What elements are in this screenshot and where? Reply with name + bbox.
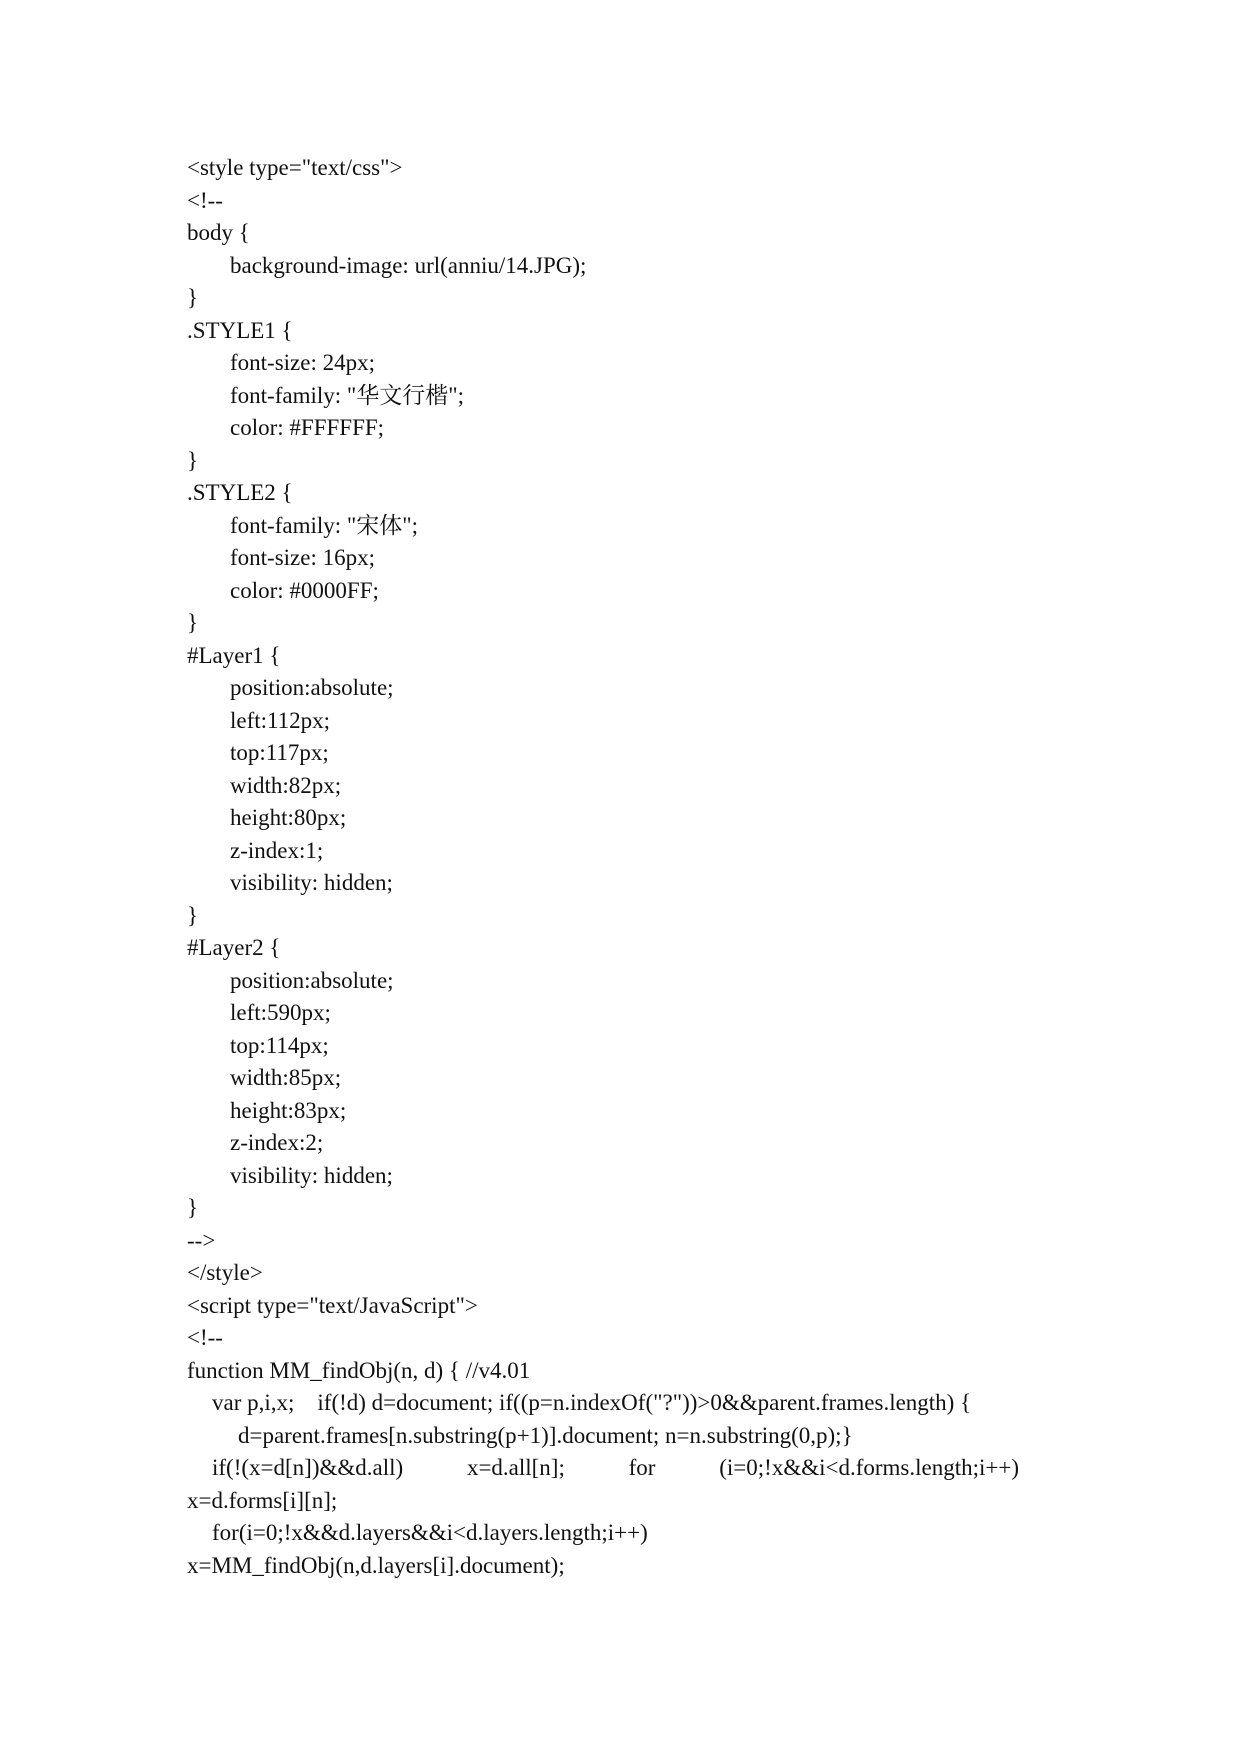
code-line: font-family: "宋体"; xyxy=(230,512,419,538)
code-line: .STYLE2 { xyxy=(187,480,293,505)
code-line: z-index:1; xyxy=(230,837,324,863)
code-line: visibility: hidden; xyxy=(230,870,393,895)
code-line: background-image: url(anniu/14.JPG); xyxy=(230,252,587,278)
code-line: top:114px; xyxy=(230,1032,329,1058)
code-listing xyxy=(187,152,1087,1582)
code-line: height:83px; xyxy=(230,1097,347,1123)
code-line: x=MM_findObj(n,d.layers[i].document); xyxy=(187,1552,565,1578)
code-line: font-size: 24px; xyxy=(230,350,375,375)
code-segment: x=d.all[n]; xyxy=(466,1455,565,1480)
code-line: .STYLE1 { xyxy=(187,317,293,343)
code-line: width:85px; xyxy=(230,1065,342,1090)
code-line: x=d.forms[i][n]; xyxy=(187,1487,338,1513)
code-line: position:absolute; xyxy=(230,967,394,993)
code-line: } xyxy=(187,447,199,473)
code-line: width:82px; xyxy=(230,772,342,798)
code-segment: (i=0;!x&&i<d.forms.length;i++) xyxy=(719,1455,1019,1480)
code-line: function MM_findObj(n, d) { //v4.01 xyxy=(187,1357,531,1383)
code-segment: for xyxy=(628,1455,656,1480)
code-line: z-index:2; xyxy=(230,1130,324,1155)
code-line-justified xyxy=(187,1452,1019,1485)
code-line: #Layer1 { xyxy=(187,642,281,668)
code-line: for(i=0;!x&&d.layers&&i<d.layers.length;i++) xyxy=(212,1520,648,1545)
code-line: </style> xyxy=(187,1260,263,1285)
code-line: } xyxy=(187,610,199,635)
code-line: } xyxy=(187,902,199,928)
code-line: --> xyxy=(187,1227,216,1253)
code-line: } xyxy=(187,1195,199,1220)
code-line: d=parent.frames[n.substring(p+1)].document; n=n.substring(0,p);} xyxy=(238,1422,853,1448)
code-line: font-size: 16px; xyxy=(230,545,375,570)
code-line: color: #FFFFFF; xyxy=(230,415,385,440)
code-segment: if(!(x=d[n])&&d.all) xyxy=(212,1455,404,1480)
code-line: color: #0000FF; xyxy=(230,577,379,603)
code-line: height:80px; xyxy=(230,805,347,830)
code-line: body { xyxy=(187,220,250,245)
code-line: left:590px; xyxy=(230,1000,331,1025)
code-line: position:absolute; xyxy=(230,675,394,700)
code-line: left:112px; xyxy=(230,707,331,733)
code-line: <!-- xyxy=(187,1325,223,1350)
code-line: #Layer2 { xyxy=(187,935,281,960)
code-line: visibility: hidden; xyxy=(230,1162,393,1188)
code-line: <!-- xyxy=(187,187,223,213)
code-line: font-family: "华文行楷"; xyxy=(230,382,465,408)
code-line: <script type="text/JavaScript"> xyxy=(187,1292,478,1318)
code-line: } xyxy=(187,285,199,310)
code-line: <style type="text/css"> xyxy=(187,155,403,180)
code-line: var p,i,x; if(!d) d=document; if((p=n.indexOf("?"))>0&&parent.frames.length) { xyxy=(212,1390,972,1415)
code-line: top:117px; xyxy=(230,740,329,765)
